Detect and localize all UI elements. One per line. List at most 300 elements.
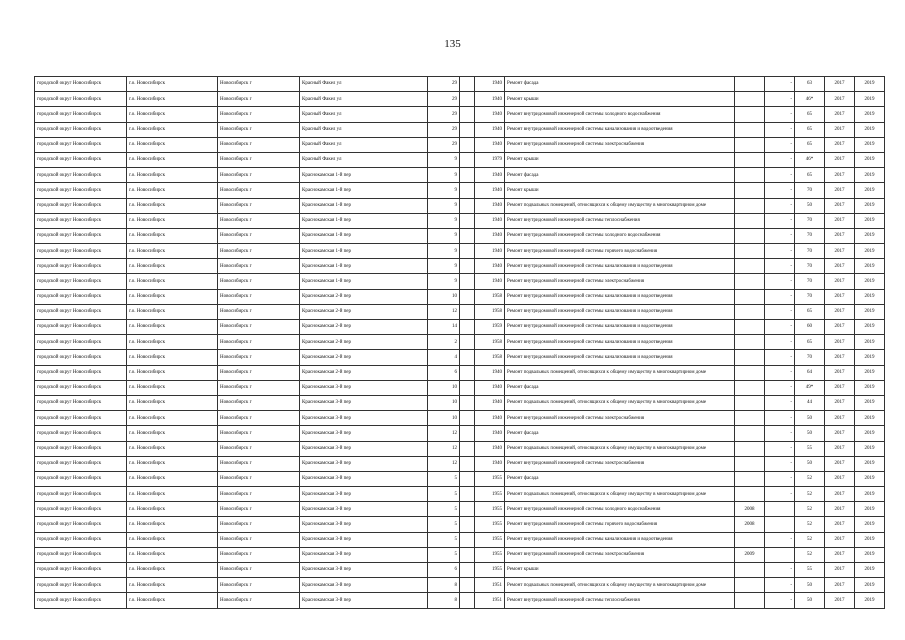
settlement-cell: г.о. Новосибирск: [127, 152, 218, 167]
plan-start-cell: 2017: [825, 274, 855, 289]
plan-end-cell: 2019: [855, 122, 885, 137]
table-row: [35, 274, 885, 289]
table-row: [35, 350, 885, 365]
work-type-cell: Ремонт подвальных помещений, относящихся к общему имуществу в многоквартирном доме: [505, 487, 735, 502]
plan-start-cell: 2017: [825, 289, 855, 304]
work-type-cell: Ремонт внутридомовой инженерной системы канализования и водоотведения: [505, 350, 735, 365]
year-built-cell: 1940: [475, 92, 505, 107]
plan-end-cell: 2019: [855, 152, 885, 167]
municipality-cell: городской округ Новосибирск: [35, 183, 127, 198]
locality-cell: Новосибирск г: [218, 350, 300, 365]
year-built-cell: 1955: [475, 563, 505, 578]
last-repair-year-cell: [735, 487, 765, 502]
plan-end-cell: 2019: [855, 456, 885, 471]
no-repair-mark-cell: -: [765, 122, 795, 137]
year-built-cell: 1955: [475, 471, 505, 486]
settlement-cell: г.о. Новосибирск: [127, 77, 218, 92]
work-type-cell: Ремонт внутридомовой инженерной системы электроснабжения: [505, 137, 735, 152]
municipality-cell: городской округ Новосибирск: [35, 502, 127, 517]
year-built-cell: 1958: [475, 350, 505, 365]
locality-cell: Новосибирск г: [218, 502, 300, 517]
settlement-cell: г.о. Новосибирск: [127, 92, 218, 107]
municipality-cell: городской округ Новосибирск: [35, 471, 127, 486]
municipality-cell: городской округ Новосибирск: [35, 213, 127, 228]
locality-cell: Новосибирск г: [218, 289, 300, 304]
last-repair-year-cell: [735, 532, 765, 547]
no-repair-mark-cell: -: [765, 137, 795, 152]
plan-start-cell: 2017: [825, 456, 855, 471]
municipality-cell: городской округ Новосибирск: [35, 77, 127, 92]
last-repair-year-cell: [735, 289, 765, 304]
street-cell: Краснокамская 2-й пер: [300, 350, 428, 365]
street-cell: Краснокамская 3-й пер: [300, 487, 428, 502]
plan-start-cell: 2017: [825, 122, 855, 137]
year-built-cell: 1940: [475, 365, 505, 380]
plan-end-cell: 2019: [855, 107, 885, 122]
street-cell: Краснокамская 1-й пер: [300, 244, 428, 259]
settlement-cell: г.о. Новосибирск: [127, 228, 218, 243]
street-cell: Краснокамская 1-й пер: [300, 183, 428, 198]
locality-cell: Новосибирск г: [218, 137, 300, 152]
table-row: [35, 547, 885, 562]
locality-cell: Новосибирск г: [218, 471, 300, 486]
wear-percent-cell: 64: [795, 365, 825, 380]
settlement-cell: г.о. Новосибирск: [127, 213, 218, 228]
locality-cell: Новосибирск г: [218, 107, 300, 122]
municipality-cell: городской округ Новосибирск: [35, 259, 127, 274]
plan-start-cell: 2017: [825, 320, 855, 335]
plan-start-cell: 2017: [825, 259, 855, 274]
street-cell: Красный Факел ул: [300, 77, 428, 92]
year-built-cell: 1979: [475, 152, 505, 167]
work-type-cell: Ремонт внутридомовой инженерной системы теплоснабжения: [505, 593, 735, 608]
settlement-cell: г.о. Новосибирск: [127, 107, 218, 122]
locality-cell: Новосибирск г: [218, 152, 300, 167]
plan-end-cell: 2019: [855, 289, 885, 304]
no-repair-mark-cell: -: [765, 213, 795, 228]
street-cell: Краснокамская 1-й пер: [300, 198, 428, 213]
year-built-cell: 1940: [475, 244, 505, 259]
year-built-cell: 1940: [475, 198, 505, 213]
house-number-cell: 5: [428, 547, 460, 562]
work-type-cell: Ремонт внутридомовой инженерной системы канализования и водоотведения: [505, 289, 735, 304]
wear-percent-cell: 46*: [795, 152, 825, 167]
municipality-cell: городской округ Новосибирск: [35, 335, 127, 350]
plan-start-cell: 2017: [825, 244, 855, 259]
house-number-cell: 29: [428, 77, 460, 92]
building-cell: [460, 441, 475, 456]
year-built-cell: 1951: [475, 593, 505, 608]
last-repair-year-cell: [735, 168, 765, 183]
settlement-cell: г.о. Новосибирск: [127, 532, 218, 547]
no-repair-mark-cell: -: [765, 411, 795, 426]
building-cell: [460, 304, 475, 319]
municipality-cell: городской округ Новосибирск: [35, 107, 127, 122]
wear-percent-cell: 50: [795, 456, 825, 471]
last-repair-year-cell: [735, 244, 765, 259]
municipality-cell: городской округ Новосибирск: [35, 411, 127, 426]
plan-end-cell: 2019: [855, 350, 885, 365]
municipality-cell: городской округ Новосибирск: [35, 593, 127, 608]
settlement-cell: г.о. Новосибирск: [127, 456, 218, 471]
no-repair-mark-cell: -: [765, 107, 795, 122]
house-number-cell: 5: [428, 502, 460, 517]
building-cell: [460, 593, 475, 608]
municipality-cell: городской округ Новосибирск: [35, 274, 127, 289]
last-repair-year-cell: [735, 471, 765, 486]
locality-cell: Новосибирск г: [218, 426, 300, 441]
house-number-cell: 29: [428, 122, 460, 137]
year-built-cell: 1958: [475, 335, 505, 350]
house-number-cell: 9: [428, 228, 460, 243]
settlement-cell: г.о. Новосибирск: [127, 563, 218, 578]
wear-percent-cell: 50: [795, 426, 825, 441]
street-cell: Краснокамская 3-й пер: [300, 426, 428, 441]
building-cell: [460, 411, 475, 426]
no-repair-mark-cell: -: [765, 320, 795, 335]
no-repair-mark-cell: -: [765, 563, 795, 578]
last-repair-year-cell: [735, 92, 765, 107]
plan-end-cell: 2019: [855, 168, 885, 183]
municipality-cell: городской округ Новосибирск: [35, 244, 127, 259]
municipality-cell: городской округ Новосибирск: [35, 532, 127, 547]
work-type-cell: Ремонт подвальных помещений, относящихся к общему имуществу в многоквартирном доме: [505, 441, 735, 456]
wear-percent-cell: 65: [795, 107, 825, 122]
municipality-cell: городской округ Новосибирск: [35, 152, 127, 167]
house-number-cell: 12: [428, 304, 460, 319]
building-cell: [460, 77, 475, 92]
locality-cell: Новосибирск г: [218, 168, 300, 183]
wear-percent-cell: 52: [795, 547, 825, 562]
no-repair-mark-cell: -: [765, 350, 795, 365]
plan-end-cell: 2019: [855, 471, 885, 486]
wear-percent-cell: 70: [795, 244, 825, 259]
building-cell: [460, 517, 475, 532]
street-cell: Красный Факел ул: [300, 152, 428, 167]
table-row: [35, 335, 885, 350]
plan-start-cell: 2017: [825, 213, 855, 228]
house-number-cell: 10: [428, 411, 460, 426]
plan-end-cell: 2019: [855, 578, 885, 593]
settlement-cell: г.о. Новосибирск: [127, 137, 218, 152]
last-repair-year-cell: [735, 426, 765, 441]
house-number-cell: 9: [428, 259, 460, 274]
locality-cell: Новосибирск г: [218, 228, 300, 243]
street-cell: Красный Факел ул: [300, 92, 428, 107]
table-body: [35, 77, 885, 609]
settlement-cell: г.о. Новосибирск: [127, 350, 218, 365]
last-repair-year-cell: [735, 77, 765, 92]
plan-end-cell: 2019: [855, 228, 885, 243]
street-cell: Краснокамская 3-й пер: [300, 471, 428, 486]
no-repair-mark-cell: -: [765, 77, 795, 92]
municipality-cell: городской округ Новосибирск: [35, 320, 127, 335]
house-number-cell: 10: [428, 380, 460, 395]
plan-start-cell: 2017: [825, 304, 855, 319]
year-built-cell: 1940: [475, 77, 505, 92]
house-number-cell: 14: [428, 320, 460, 335]
year-built-cell: 1955: [475, 547, 505, 562]
street-cell: Краснокамская 1-й пер: [300, 274, 428, 289]
page-number: 135: [444, 38, 461, 50]
locality-cell: Новосибирск г: [218, 593, 300, 608]
plan-end-cell: 2019: [855, 198, 885, 213]
locality-cell: Новосибирск г: [218, 487, 300, 502]
street-cell: Краснокамская 2-й пер: [300, 320, 428, 335]
plan-start-cell: 2017: [825, 77, 855, 92]
plan-end-cell: 2019: [855, 92, 885, 107]
municipality-cell: городской округ Новосибирск: [35, 168, 127, 183]
locality-cell: Новосибирск г: [218, 92, 300, 107]
wear-percent-cell: 50: [795, 593, 825, 608]
settlement-cell: г.о. Новосибирск: [127, 365, 218, 380]
year-built-cell: 1940: [475, 441, 505, 456]
last-repair-year-cell: 2008: [735, 517, 765, 532]
street-cell: Краснокамская 2-й пер: [300, 289, 428, 304]
year-built-cell: 1940: [475, 228, 505, 243]
last-repair-year-cell: [735, 137, 765, 152]
street-cell: Краснокамская 3-й пер: [300, 578, 428, 593]
locality-cell: Новосибирск г: [218, 259, 300, 274]
house-number-cell: 9: [428, 168, 460, 183]
plan-start-cell: 2017: [825, 137, 855, 152]
settlement-cell: г.о. Новосибирск: [127, 593, 218, 608]
work-type-cell: Ремонт внутридомовой инженерной системы канализования и водоотведения: [505, 335, 735, 350]
year-built-cell: 1955: [475, 487, 505, 502]
municipality-cell: городской округ Новосибирск: [35, 198, 127, 213]
plan-end-cell: 2019: [855, 517, 885, 532]
locality-cell: Новосибирск г: [218, 380, 300, 395]
wear-percent-cell: 50: [795, 578, 825, 593]
table-row: [35, 441, 885, 456]
wear-percent-cell: 70: [795, 183, 825, 198]
last-repair-year-cell: [735, 563, 765, 578]
last-repair-year-cell: 2009: [735, 547, 765, 562]
building-cell: [460, 395, 475, 410]
year-built-cell: 1940: [475, 137, 505, 152]
building-cell: [460, 578, 475, 593]
building-cell: [460, 563, 475, 578]
municipality-cell: городской округ Новосибирск: [35, 228, 127, 243]
wear-percent-cell: 65: [795, 304, 825, 319]
house-number-cell: 9: [428, 198, 460, 213]
table-row: [35, 137, 885, 152]
locality-cell: Новосибирск г: [218, 304, 300, 319]
street-cell: Краснокамская 2-й пер: [300, 365, 428, 380]
table-row: [35, 578, 885, 593]
no-repair-mark-cell: -: [765, 426, 795, 441]
settlement-cell: г.о. Новосибирск: [127, 395, 218, 410]
wear-percent-cell: 70: [795, 228, 825, 243]
last-repair-year-cell: [735, 365, 765, 380]
municipality-cell: городской округ Новосибирск: [35, 92, 127, 107]
locality-cell: Новосибирск г: [218, 213, 300, 228]
house-number-cell: 29: [428, 92, 460, 107]
wear-percent-cell: 70: [795, 350, 825, 365]
last-repair-year-cell: [735, 456, 765, 471]
last-repair-year-cell: [735, 380, 765, 395]
plan-end-cell: 2019: [855, 259, 885, 274]
wear-percent-cell: 63: [795, 77, 825, 92]
plan-end-cell: 2019: [855, 411, 885, 426]
plan-start-cell: 2017: [825, 183, 855, 198]
building-cell: [460, 380, 475, 395]
wear-percent-cell: 49*: [795, 380, 825, 395]
plan-start-cell: 2017: [825, 168, 855, 183]
last-repair-year-cell: [735, 411, 765, 426]
table-row: [35, 456, 885, 471]
work-type-cell: Ремонт фасада: [505, 471, 735, 486]
building-cell: [460, 152, 475, 167]
no-repair-mark-cell: -: [765, 198, 795, 213]
no-repair-mark-cell: -: [765, 487, 795, 502]
plan-end-cell: 2019: [855, 365, 885, 380]
street-cell: Красный Факел ул: [300, 107, 428, 122]
table-row: [35, 320, 885, 335]
building-cell: [460, 350, 475, 365]
house-number-cell: 9: [428, 213, 460, 228]
settlement-cell: г.о. Новосибирск: [127, 122, 218, 137]
street-cell: Краснокамская 3-й пер: [300, 517, 428, 532]
locality-cell: Новосибирск г: [218, 77, 300, 92]
work-type-cell: Ремонт внутридомовой инженерной системы холодного водоснабжения: [505, 107, 735, 122]
settlement-cell: г.о. Новосибирск: [127, 320, 218, 335]
plan-end-cell: 2019: [855, 532, 885, 547]
work-type-cell: Ремонт внутридомовой инженерной системы холодного водоснабжения: [505, 502, 735, 517]
table-row: [35, 380, 885, 395]
house-number-cell: 5: [428, 487, 460, 502]
last-repair-year-cell: [735, 107, 765, 122]
year-built-cell: 1940: [475, 107, 505, 122]
house-number-cell: 12: [428, 456, 460, 471]
last-repair-year-cell: [735, 350, 765, 365]
plan-start-cell: 2017: [825, 471, 855, 486]
table-row: [35, 168, 885, 183]
year-built-cell: 1940: [475, 380, 505, 395]
locality-cell: Новосибирск г: [218, 320, 300, 335]
locality-cell: Новосибирск г: [218, 335, 300, 350]
last-repair-year-cell: [735, 228, 765, 243]
plan-start-cell: 2017: [825, 380, 855, 395]
table-row: [35, 77, 885, 92]
house-number-cell: 12: [428, 426, 460, 441]
settlement-cell: г.о. Новосибирск: [127, 441, 218, 456]
no-repair-mark-cell: -: [765, 441, 795, 456]
settlement-cell: г.о. Новосибирск: [127, 289, 218, 304]
table-row: [35, 304, 885, 319]
plan-start-cell: 2017: [825, 198, 855, 213]
street-cell: Краснокамская 3-й пер: [300, 411, 428, 426]
wear-percent-cell: 50: [795, 198, 825, 213]
municipality-cell: городской округ Новосибирск: [35, 578, 127, 593]
municipality-cell: городской округ Новосибирск: [35, 487, 127, 502]
table-row: [35, 502, 885, 517]
settlement-cell: г.о. Новосибирск: [127, 502, 218, 517]
street-cell: Краснокамская 1-й пер: [300, 168, 428, 183]
building-cell: [460, 547, 475, 562]
no-repair-mark-cell: -: [765, 274, 795, 289]
building-cell: [460, 244, 475, 259]
wear-percent-cell: 55: [795, 441, 825, 456]
plan-start-cell: 2017: [825, 563, 855, 578]
municipality-cell: городской округ Новосибирск: [35, 395, 127, 410]
work-type-cell: Ремонт внутридомовой инженерной системы канализования и водоотведения: [505, 122, 735, 137]
work-type-cell: Ремонт подвальных помещений, относящихся к общему имуществу в многоквартирном доме: [505, 578, 735, 593]
street-cell: Краснокамская 3-й пер: [300, 547, 428, 562]
street-cell: Краснокамская 3-й пер: [300, 502, 428, 517]
wear-percent-cell: 70: [795, 259, 825, 274]
building-cell: [460, 502, 475, 517]
house-number-cell: 5: [428, 471, 460, 486]
table-row: [35, 563, 885, 578]
plan-start-cell: 2017: [825, 92, 855, 107]
building-cell: [460, 107, 475, 122]
house-number-cell: 12: [428, 441, 460, 456]
plan-end-cell: 2019: [855, 487, 885, 502]
table-row: [35, 107, 885, 122]
plan-start-cell: 2017: [825, 532, 855, 547]
work-type-cell: Ремонт внутридомовой инженерной системы канализования и водоотведения: [505, 320, 735, 335]
settlement-cell: г.о. Новосибирск: [127, 411, 218, 426]
last-repair-year-cell: [735, 198, 765, 213]
locality-cell: Новосибирск г: [218, 547, 300, 562]
work-type-cell: Ремонт крыши: [505, 152, 735, 167]
last-repair-year-cell: [735, 152, 765, 167]
locality-cell: Новосибирск г: [218, 441, 300, 456]
municipality-cell: городской округ Новосибирск: [35, 517, 127, 532]
building-cell: [460, 532, 475, 547]
municipality-cell: городской округ Новосибирск: [35, 304, 127, 319]
locality-cell: Новосибирск г: [218, 183, 300, 198]
no-repair-mark-cell: -: [765, 289, 795, 304]
municipality-cell: городской округ Новосибирск: [35, 441, 127, 456]
work-type-cell: Ремонт фасада: [505, 168, 735, 183]
table-row: [35, 259, 885, 274]
last-repair-year-cell: [735, 441, 765, 456]
street-cell: Красный Факел ул: [300, 122, 428, 137]
locality-cell: Новосибирск г: [218, 517, 300, 532]
street-cell: Красный Факел ул: [300, 137, 428, 152]
municipality-cell: городской округ Новосибирск: [35, 426, 127, 441]
plan-end-cell: 2019: [855, 274, 885, 289]
building-cell: [460, 487, 475, 502]
house-number-cell: 8: [428, 578, 460, 593]
plan-end-cell: 2019: [855, 213, 885, 228]
work-type-cell: Ремонт внутридомовой инженерной системы канализования и водоотведения: [505, 259, 735, 274]
municipality-cell: городской округ Новосибирск: [35, 547, 127, 562]
no-repair-mark-cell: [765, 517, 795, 532]
year-built-cell: 1940: [475, 122, 505, 137]
settlement-cell: г.о. Новосибирск: [127, 426, 218, 441]
house-number-cell: 10: [428, 395, 460, 410]
locality-cell: Новосибирск г: [218, 198, 300, 213]
municipality-cell: городской округ Новосибирск: [35, 350, 127, 365]
plan-start-cell: 2017: [825, 228, 855, 243]
wear-percent-cell: 52: [795, 517, 825, 532]
no-repair-mark-cell: -: [765, 244, 795, 259]
street-cell: Краснокамская 2-й пер: [300, 335, 428, 350]
table-row: [35, 471, 885, 486]
plan-end-cell: 2019: [855, 380, 885, 395]
no-repair-mark-cell: -: [765, 259, 795, 274]
municipality-cell: городской округ Новосибирск: [35, 456, 127, 471]
street-cell: Краснокамская 2-й пер: [300, 304, 428, 319]
house-number-cell: 9: [428, 274, 460, 289]
work-type-cell: Ремонт подвальных помещений, относящихся к общему имуществу в многоквартирном доме: [505, 365, 735, 380]
plan-start-cell: 2017: [825, 335, 855, 350]
settlement-cell: г.о. Новосибирск: [127, 471, 218, 486]
table-row: [35, 365, 885, 380]
